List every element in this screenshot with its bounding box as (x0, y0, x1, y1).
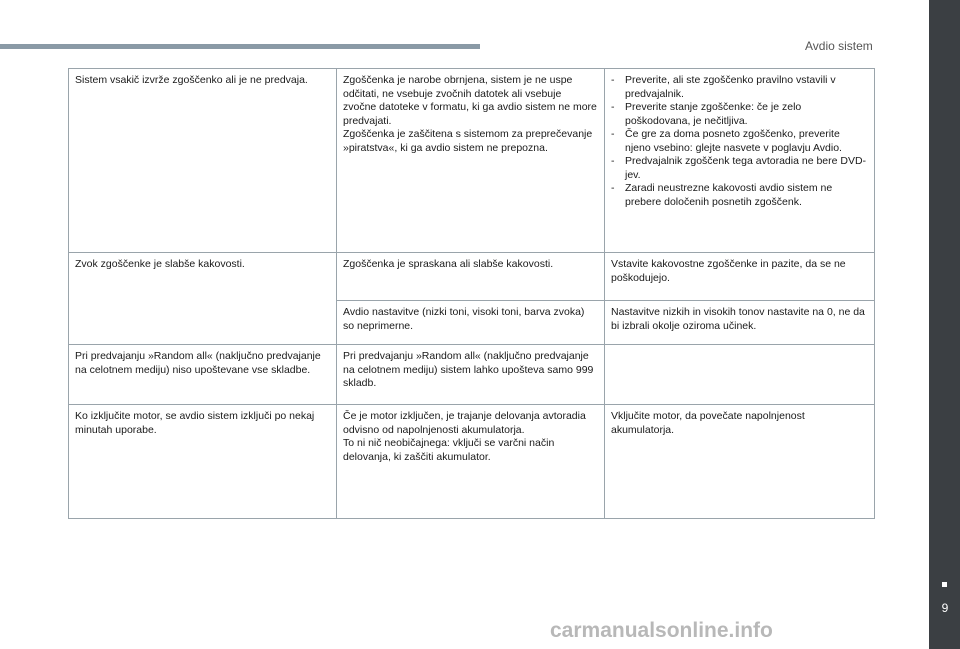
section-title: Avdio sistem (805, 39, 873, 53)
solution-cell: Vstavite kakovostne zgoščenke in pazite, da se ne poškodujejo. (605, 253, 875, 301)
solution-cell: Vključite motor, da povečate napolnjenost akumulatorja. (605, 405, 875, 519)
table-row (69, 253, 875, 301)
table-row (69, 69, 875, 253)
cause-line: Če je motor izključen, je trajanje delovanja avtoradia odvisno od napolnjenosti akumulatorja. (343, 410, 586, 436)
list-item: - Predvajalnik zgoščenk tega avtoradia ne bere DVD-jev. (611, 155, 867, 182)
cause-cell (337, 69, 605, 253)
cause-cell: Zgoščenka je spraskana ali slabše kakovosti. (337, 253, 605, 301)
cause-cell (337, 405, 605, 519)
problem-cell: Ko izključite motor, se avdio sistem izključi po nekaj minutah uporabe. (69, 405, 337, 519)
square-marker-icon (942, 582, 947, 587)
table-row (69, 345, 875, 405)
list-item: - Preverite stanje zgoščenke: če je zelo poškodovana, je nečitljiva. (611, 101, 867, 128)
page-number: 9 (941, 601, 949, 615)
solution-cell: Nastavitve nizkih in visokih tonov nastavite na 0, ne da bi izbrali okolje oziroma učinek. (605, 301, 875, 345)
cause-line: To ni nič neobičajnega: vključi se varčni način delovanja, ki zaščiti akumulator. (343, 437, 555, 463)
list-item: - Če gre za doma posneto zgoščenko, preverite njeno vsebino: glejte nasvete v poglavju Avdio. (611, 128, 867, 155)
problem-cell: Sistem vsakič izvrže zgoščenko ali je ne predvaja. (69, 69, 337, 253)
troubleshooting-table (68, 68, 875, 519)
solution-cell (605, 69, 875, 253)
cause-line: Zgoščenka je narobe obrnjena, sistem je ne uspe odčitati, ne vsebuje zvočnih datotek ali vsebuje zvočne datoteke v formatu, ki ga avdio sistem ne more predvajati. (343, 74, 597, 127)
table-row (69, 405, 875, 519)
list-item: - Preverite, ali ste zgoščenko pravilno vstavili v predvajalnik. (611, 74, 867, 101)
cause-line: Zgoščenka je zaščitena s sistemom za preprečevanje »piratstva«, ki ga avdio sistem ne prepozna. (343, 128, 593, 154)
problem-cell: Pri predvajanju »Random all« (naključno predvajanje na celotnem mediju) niso upoštevane vse skladbe. (69, 345, 337, 405)
problem-cell: Zvok zgoščenke je slabše kakovosti. (69, 253, 337, 345)
watermark: carmanualsonline.info (550, 619, 773, 642)
list-item: - Zaradi neustrezne kakovosti avdio sistem ne prebere določenih posnetih zgoščenk. (611, 182, 867, 209)
header-bar (0, 44, 480, 49)
cause-cell: Pri predvajanju »Random all« (naključno predvajanje na celotnem mediju) sistem lahko upošteva samo 999 skladb. (337, 345, 605, 405)
solution-list (611, 74, 867, 209)
cause-cell: Avdio nastavitve (nizki toni, visoki toni, barva zvoka) so neprimerne. (337, 301, 605, 345)
page-edge-strip (929, 0, 960, 649)
solution-cell (605, 345, 875, 405)
